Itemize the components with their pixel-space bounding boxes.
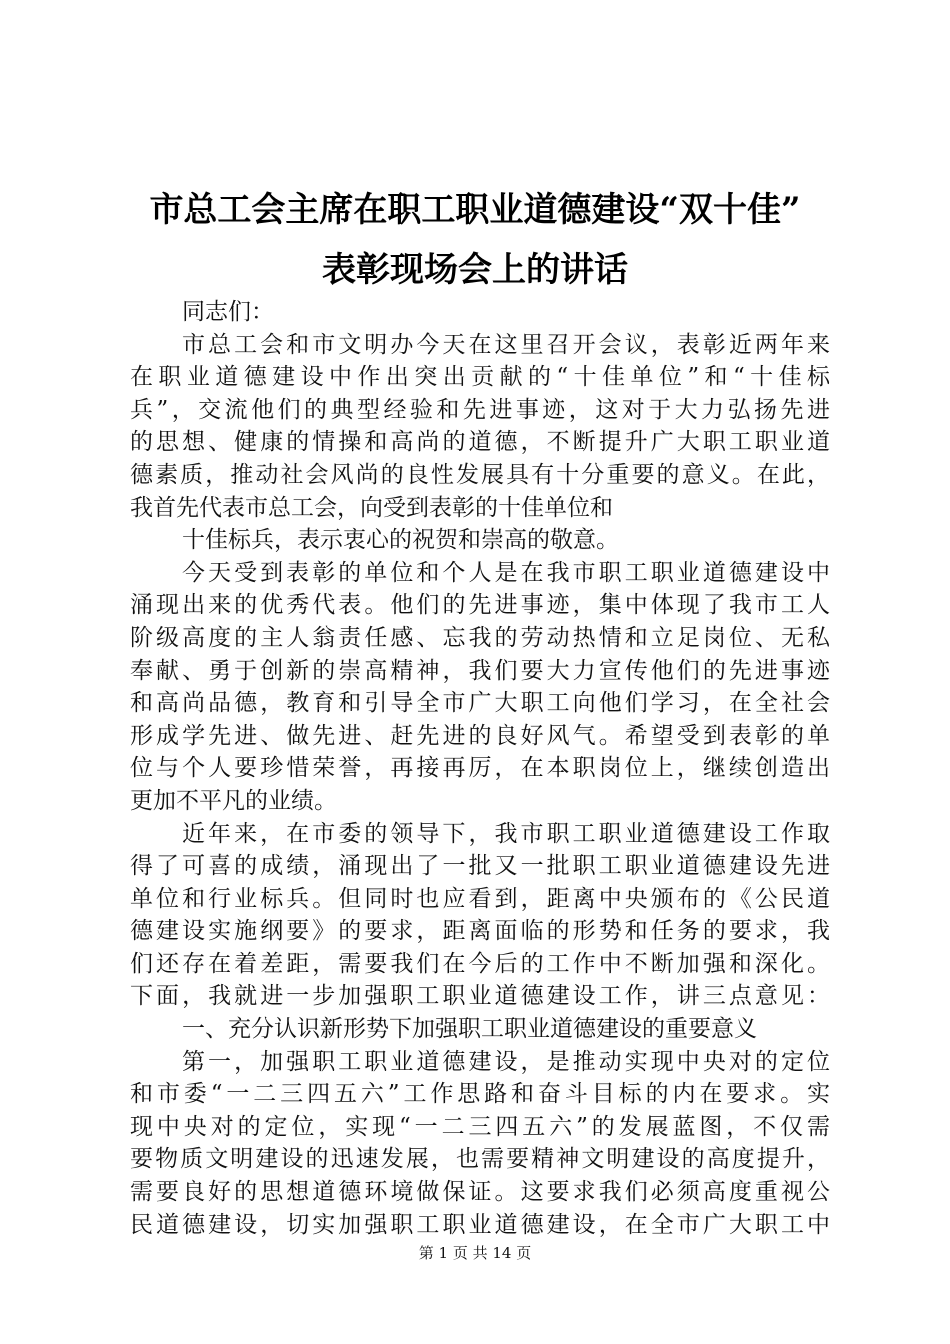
- body-line: 需要良好的思想道德环境做保证。这要求我们必须高度重视公: [130, 1179, 830, 1206]
- body-line: 的思想、健康的情操和高尚的道德，不断提升广大职工职业道: [130, 429, 830, 456]
- body-line: 更加不平凡的业绩。: [130, 787, 337, 814]
- body-line: 市总工会和市文明办今天在这里召开会议，表彰近两年来: [182, 331, 830, 358]
- body-line: 十佳标兵，表示衷心的祝贺和崇高的敬意。: [182, 527, 619, 554]
- body-line: 德建设实施纲要》的要求，距离面临的形势和任务的要求，我: [130, 918, 830, 945]
- body-line: 涌现出来的优秀代表。他们的先进事迹，集中体现了我市工人: [130, 592, 830, 619]
- body-line: 我首先代表市总工会，向受到表彰的十佳单位和: [130, 494, 613, 521]
- body-line: 一、充分认识新形势下加强职工职业道德建设的重要意义: [182, 1016, 757, 1043]
- body-line: 奉献、勇于创新的崇高精神，我们要大力宣传他们的先进事迹: [130, 657, 830, 684]
- body-line: 在职业道德建设中作出突出贡献的“十佳单位”和“十佳标: [130, 364, 830, 391]
- body-line: 现中央对的定位，实现“一二三四五六”的发展蓝图，不仅需: [130, 1113, 830, 1140]
- body-line: 单位和行业标兵。但同时也应看到，距离中央颁布的《公民道: [130, 885, 830, 912]
- body-line: 近年来，在市委的领导下，我市职工职业道德建设工作取: [182, 820, 830, 847]
- document-body: [130, 296, 830, 1241]
- document-title-line-2: 表彰现场会上的讲话: [322, 250, 628, 290]
- body-line: 民道德建设，切实加强职工职业道德建设，在全市广大职工中: [130, 1211, 830, 1238]
- page-footer: 第 1 页 共 14 页: [418, 1244, 532, 1262]
- body-line: 形成学先进、做先进、赶先进的良好风气。希望受到表彰的单: [130, 722, 830, 749]
- body-line: 同志们：: [182, 299, 274, 325]
- body-line: 第一，加强职工职业道德建设，是推动实现中央对的定位: [182, 1048, 830, 1075]
- body-line: 和高尚品德，教育和引导全市广大职工向他们学习，在全社会: [130, 690, 830, 717]
- body-line: 今天受到表彰的单位和个人是在我市职工职业道德建设中: [182, 559, 830, 586]
- body-line: 得了可喜的成绩，涌现出了一批又一批职工职业道德建设先进: [130, 853, 830, 880]
- document-title-line-1: 市总工会主席在职工职业道德建设“双十佳”: [149, 190, 801, 230]
- body-line: 阶级高度的主人翁责任感、忘我的劳动热情和立足岗位、无私: [130, 624, 830, 651]
- body-line: 兵”，交流他们的典型经验和先进事迹，这对于大力弘扬先进: [130, 396, 830, 423]
- body-line: 和市委“一二三四五六”工作思路和奋斗目标的内在要求。实: [130, 1081, 830, 1108]
- body-line: 们还存在着差距，需要我们在今后的工作中不断加强和深化。: [130, 950, 830, 977]
- body-line: 位与个人要珍惜荣誉，再接再厉，在本职岗位上，继续创造出: [130, 755, 830, 782]
- body-line: 下面，我就进一步加强职工职业道德建设工作，讲三点意见：: [130, 983, 830, 1010]
- body-line: 德素质，推动社会风尚的良性发展具有十分重要的意义。在此，: [130, 461, 830, 488]
- body-line: 要物质文明建设的迅速发展，也需要精神文明建设的高度提升，: [130, 1146, 830, 1173]
